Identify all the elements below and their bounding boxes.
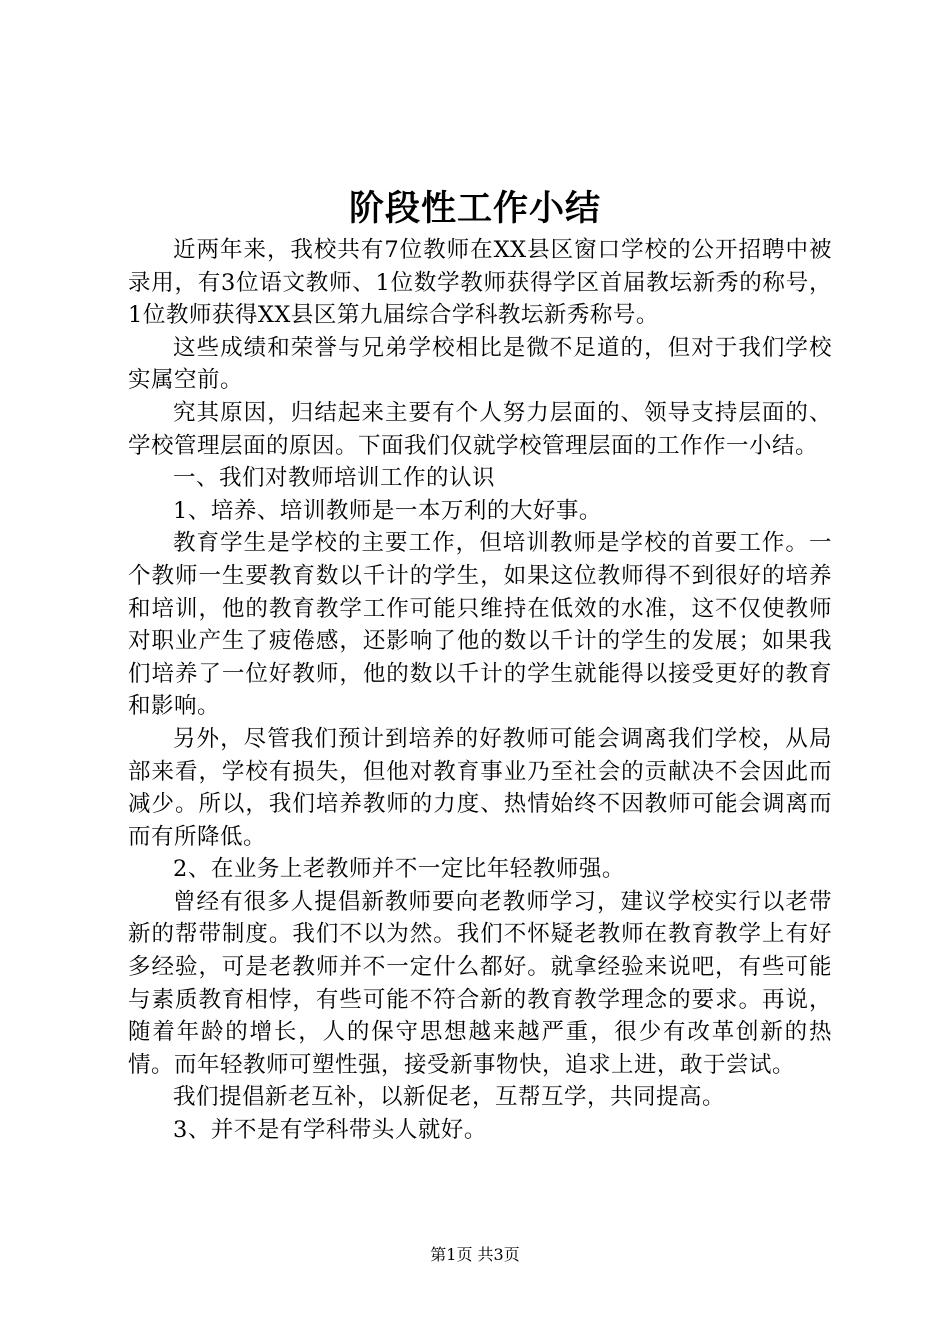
page-footer: 第1页 共3页	[430, 1245, 520, 1264]
paragraph: 我们提倡新老互补，以新促老，互帮互学，共同提高。	[173, 1084, 726, 1111]
paragraph: 究其原因，归结起来主要有个人努力层面的、领导支持层面的、学校管理层面的原因。下面我们仅就学校管理层面的工作作一小结。	[128, 399, 832, 459]
paragraph: 曾经有很多人提倡新教师要向老教师学习，建议学校实行以老带新的帮带制度。我们不以为然。我们不怀疑老教师在教育教学上有好多经验，可是老教师并不一定什么都好。就拿经验来说吧，有些可能与素质教育相悖，有些可能不符合新的教育教学理念的要求。再说，随着年龄的增长，人的保守思想越来越严重，很少有改革创新的热情。而年轻教师可塑性强，接受新事物快，追求上进，敢于尝试。	[128, 888, 832, 1078]
document-title: 阶段性工作小结	[348, 188, 601, 229]
section-heading: 一、我们对教师培训工作的认识	[173, 465, 496, 492]
paragraph: 近两年来，我校共有7位教师在XX县区窗口学校的公开招聘中被录用，有3位语文教师、1位数学教师获得学区首届教坛新秀的称号，1位教师获得XX县区第九届综合学科教坛新秀称号。	[128, 237, 832, 329]
subsection-heading: 3、并不是有学科带头人就好。	[173, 1117, 487, 1144]
paragraph: 教育学生是学校的主要工作，但培训教师是学校的首要工作。一个教师一生要教育数以千计的学生，如果这位教师得不到很好的培养和培训，他的教育教学工作可能只维持在低效的水准，这不仅使教师对职业产生了疲倦感，还影响了他的数以千计的学生的发展；如果我们培养了一位好教师，他的数以千计的学生就能得以接受更好的教育和影响。	[128, 530, 832, 720]
subsection-heading: 1、培养、培训教师是一本万利的大好事。	[173, 497, 602, 524]
paragraph: 另外，尽管我们预计到培养的好教师可能会调离我们学校，从局部来看，学校有损失，但他对教育事业乃至社会的贡献决不会因此而减少。所以，我们培养教师的力度、热情始终不因教师可能会调离而而有所降低。	[128, 725, 832, 850]
subsection-heading: 2、在业务上老教师并不一定比年轻教师强。	[173, 856, 625, 883]
document-body	[128, 234, 832, 1147]
paragraph: 这些成绩和荣誉与兄弟学校相比是微不足道的，但对于我们学校实属空前。	[128, 334, 832, 394]
